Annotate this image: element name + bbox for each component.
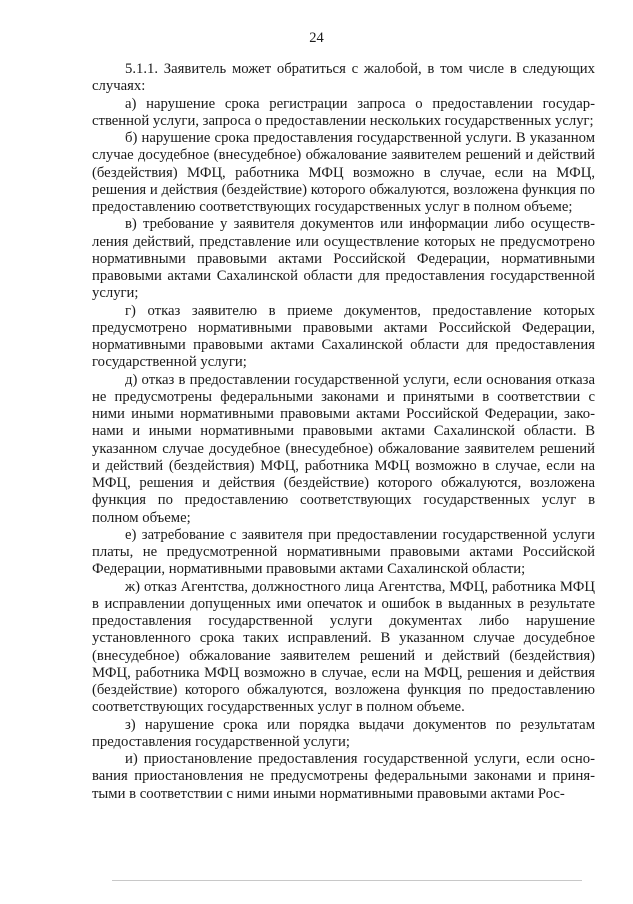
paragraph-i: и) приостановление предоставления государственной услуги, если основания приостановления не предусмотрены федеральными законами и принятыми в соответствии с ними иными нормативными правовыми актами Рос- [92,751,595,802]
paragraph-d: д) отказ в предоставлении государственной услуги, если основания отказа не предусмотрены федеральными законами и принятыми в соответствии с ними иными нормативными правовыми актами Российской Федерации, законами и иными нормативными правовыми актами Сахалинской области. В указанном случае досудебное (внесудебное) обжалование заявителем решений и действий (бездействия) МФЦ, работника МФЦ возможно в случае, если на МФЦ, решения и действия (бездействие) которого обжалуются, возложена функция по предоставлению соответствующих государственных услуг в полном объеме; [92,371,595,526]
paragraph-g: г) отказ заявителю в приеме документов, предоставление которых предусмотрено нормативными правовыми актами Российской Федерации, нормативными правовыми актами Сахалинской области для предоставления государственной услуги; [92,302,595,371]
paragraph-a: а) нарушение срока регистрации запроса о предоставлении государственной услуги, запроса о предоставлении нескольких государственных услуг; [92,95,595,129]
paragraph-5-1-1: 5.1.1. Заявитель может обратиться с жалобой, в том числе в следующих случаях: [92,61,595,95]
document-body [92,61,595,803]
paragraph-e: е) затребование с заявителя при предоставлении государственной услуги платы, не предусмотренной нормативными правовыми актами Российской Федерации, нормативными правовыми актами Сахалинской области; [92,526,595,578]
paragraph-b: б) нарушение срока предоставления государственной услуги. В указанном случае досудебное (внесудебное) обжалование заявителем решений и действий (бездействия) МФЦ, работника МФЦ возможно в случае, если на МФЦ, решения и действия (бездействие) которого обжалуются, возложена функция по предоставлению соответствующих государственных услуг в полном объеме; [92,130,595,215]
paragraph-z: з) нарушение срока или порядка выдачи документов по результатам предоставления государственной услуги; [92,716,595,750]
bottom-scan-line [112,880,582,881]
paragraph-zh: ж) отказ Агентства, должностного лица Агентства, МФЦ, работника МФЦ в исправлении допущенных ими опечаток и ошибок в выданных в результате предоставления государственной услуги документах либо нарушение установленного срока таких исправлений. В указанном случае досудебное (внесудебное) обжалование заявителем решений и действий (бездействия) МФЦ, работника МФЦ возможно в случае, если на МФЦ, решения и действия (бездействие) которого обжалуются, возложена функция по предоставлению соответствующих государственных услуг в полном объеме. [92,578,595,716]
page-number: 24 [309,30,324,46]
paragraph-v: в) требование у заявителя документов или информации либо осуществления действий, представление или осуществление которых не предусмотрено нормативными правовыми актами Российской Федерации, нормативными правовыми актами Сахалинской области для предоставления государственной услуги; [92,216,595,302]
